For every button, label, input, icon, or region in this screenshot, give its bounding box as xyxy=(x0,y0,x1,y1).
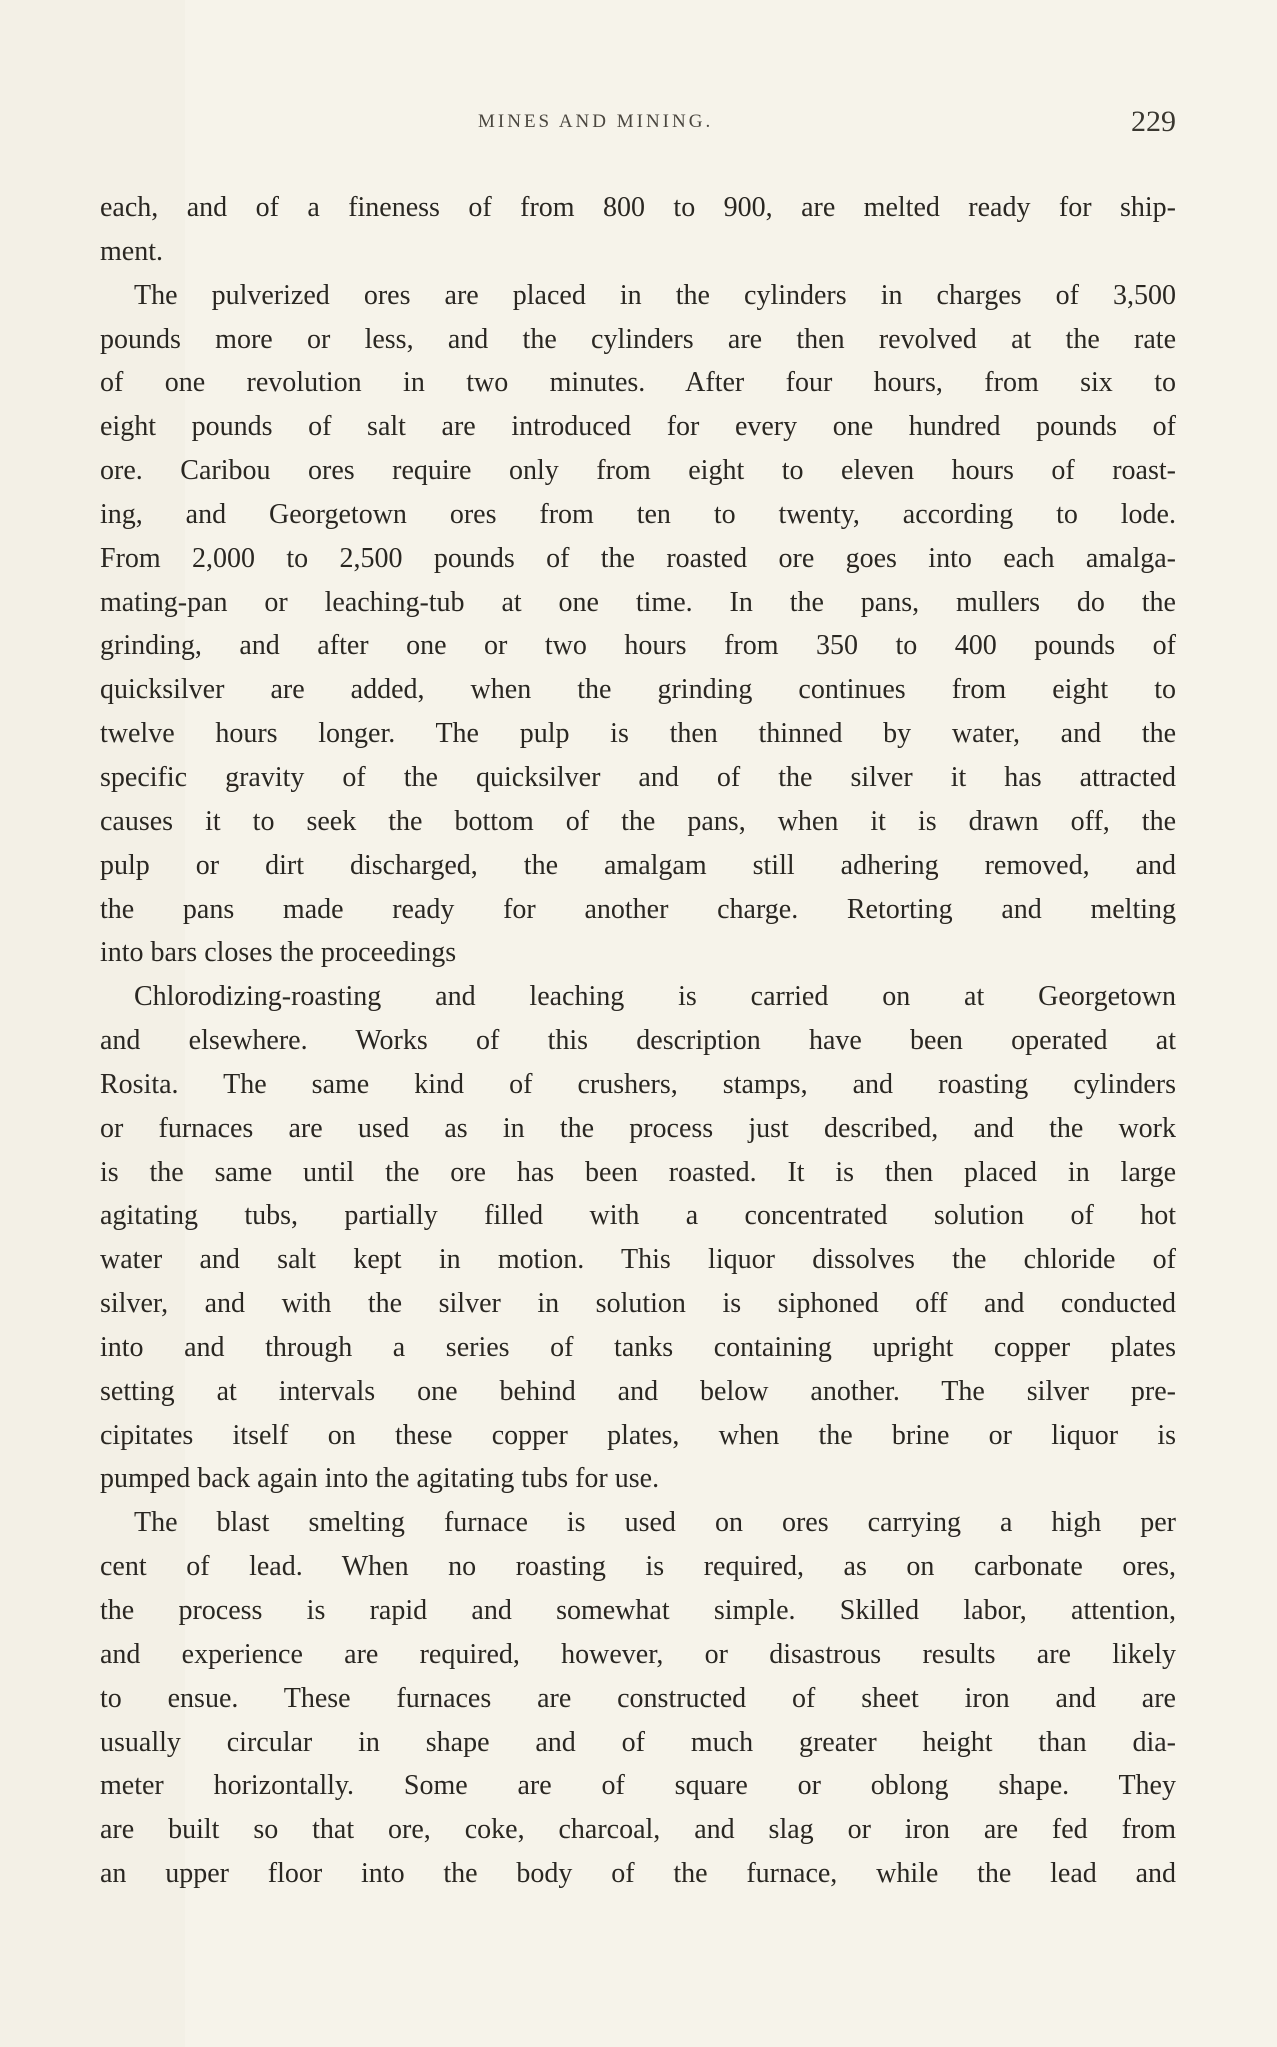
text-line: specific gravity of the quicksilver and of the silver it has attracted xyxy=(100,761,1176,793)
text-line: into and through a series of tanks containing upright copper plates xyxy=(100,1331,1176,1363)
text-line: cent of lead. When no roasting is required, as on carbonate ores, xyxy=(100,1551,1176,1583)
text-line: ment. xyxy=(100,235,163,267)
text-line: are built so that ore, coke, charcoal, and slag or iron are fed from xyxy=(100,1814,1176,1846)
page-number: 229 xyxy=(1131,105,1176,138)
text-line: ore. Caribou ores require only from eight to eleven hours of roast- xyxy=(100,455,1176,487)
text-line: pulp or dirt discharged, the amalgam still adhering removed, and xyxy=(100,849,1176,881)
text-line: twelve hours longer. The pulp is then thinned by water, and the xyxy=(100,718,1176,750)
text-line: ing, and Georgetown ores from ten to twenty, according to lode. xyxy=(100,498,1176,530)
text-line: The blast smelting furnace is used on ores carrying a high per xyxy=(134,1507,1176,1539)
text-line: to ensue. These furnaces are constructed of sheet iron and are xyxy=(100,1682,1176,1714)
text-line: causes it to seek the bottom of the pans, when it is drawn off, the xyxy=(100,805,1176,837)
text-line: agitating tubs, partially filled with a concentrated solution of hot xyxy=(100,1200,1176,1232)
text-line: Chlorodizing-roasting and leaching is carried on at Georgetown xyxy=(134,981,1176,1013)
text-line: mating-pan or leaching-tub at one time. In the pans, mullers do the xyxy=(100,586,1176,618)
running-title: MINES AND MINING. xyxy=(478,111,714,132)
text-line: From 2,000 to 2,500 pounds of the roasted ore goes into each amalga- xyxy=(100,542,1176,574)
text-line: the pans made ready for another charge. Retorting and melting xyxy=(100,893,1176,925)
text-line: water and salt kept in motion. This liquor dissolves the chloride of xyxy=(100,1244,1176,1276)
running-header xyxy=(0,103,1277,143)
text-line: silver, and with the silver in solution is siphoned off and conducted xyxy=(100,1288,1176,1320)
text-line: the process is rapid and somewhat simple. Skilled labor, attention, xyxy=(100,1595,1176,1626)
text-line: an upper floor into the body of the furnace, while the lead and xyxy=(100,1858,1176,1890)
text-line: grinding, and after one or two hours from 350 to 400 pounds of xyxy=(100,630,1176,662)
text-line: eight pounds of salt are introduced for every one hundred pounds of xyxy=(100,411,1176,443)
text-line: pounds more or less, and the cylinders are then revolved at the rate xyxy=(100,323,1176,355)
text-line: and elsewhere. Works of this description have been operated at xyxy=(100,1025,1176,1057)
text-line: usually circular in shape and of much greater height than dia- xyxy=(100,1726,1176,1758)
text-line: pumped back again into the agitating tubs for use. xyxy=(100,1463,660,1495)
text-line: of one revolution in two minutes. After four hours, from six to xyxy=(100,367,1176,399)
text-line: meter horizontally. Some are of square or oblong shape. They xyxy=(100,1770,1176,1802)
text-line: into bars closes the proceedings xyxy=(100,937,457,969)
text-line: and experience are required, however, or disastrous results are likely xyxy=(100,1638,1176,1670)
text-line: or furnaces are used as in the process just described, and the work xyxy=(100,1112,1176,1144)
text-line: quicksilver are added, when the grinding continues from eight to xyxy=(100,674,1176,706)
text-line: is the same until the ore has been roasted. It is then placed in large xyxy=(100,1156,1176,1188)
text-line: Rosita. The same kind of crushers, stamps, and roasting cylinders xyxy=(100,1068,1176,1100)
text-line: The pulverized ores are placed in the cylinders in charges of 3,500 xyxy=(134,279,1176,311)
body-text xyxy=(100,186,1176,1896)
text-line: setting at intervals one behind and below another. The silver pre- xyxy=(100,1375,1176,1407)
text-line: cipitates itself on these copper plates, when the brine or liquor is xyxy=(100,1419,1176,1451)
text-line: each, and of a fineness of from 800 to 900, are melted ready for ship- xyxy=(100,192,1176,223)
